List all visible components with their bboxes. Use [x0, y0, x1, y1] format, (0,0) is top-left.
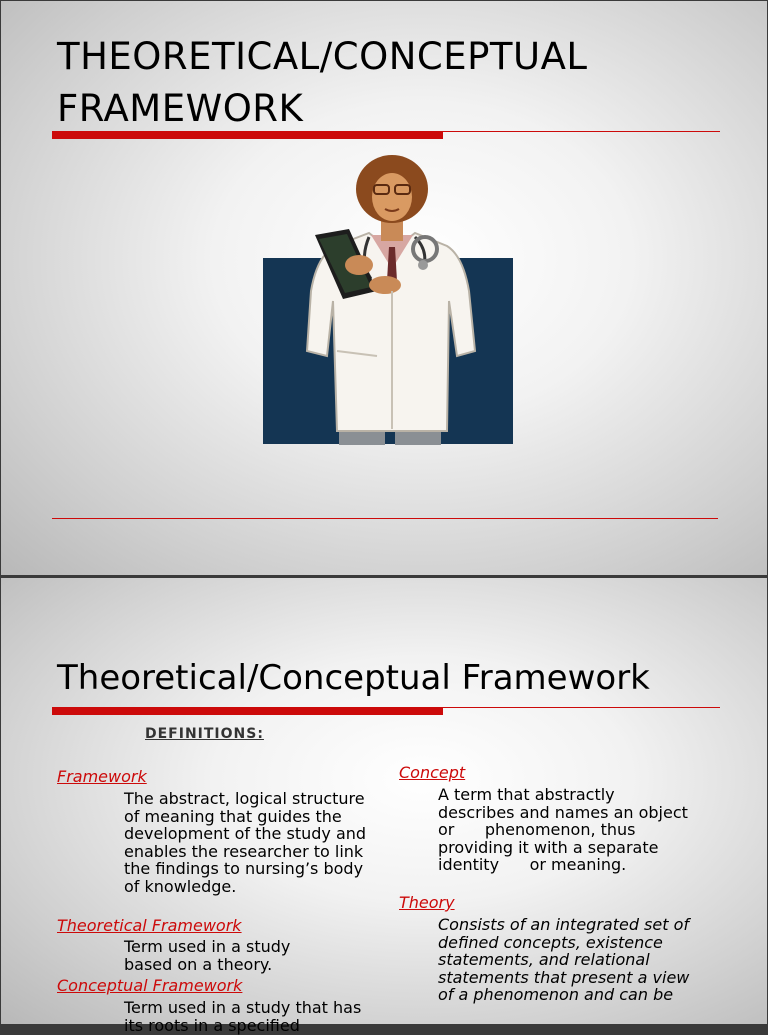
definition-theory: Consists of an integrated set of defined concepts, existence statements, and relational statements that present a view of a phenomenon and can be [438, 915, 690, 1004]
definition-theoretical-framework: Term used in a study based on a theory. [124, 937, 291, 974]
definitions-heading: DEFINITIONS: [145, 726, 264, 742]
doctor-clipart [297, 151, 487, 447]
term-framework: Framework [57, 767, 147, 786]
term-theoretical-framework: Theoretical Framework [57, 916, 242, 935]
title-underline-thick [52, 131, 443, 139]
slide-title: Theoretical/Conceptual Framework [57, 658, 650, 698]
term-concept: Concept [399, 763, 466, 782]
definition-framework: The abstract, logical structure of meaning that guides the development of the study and enables the researcher to link the findings to nursing’s body of knowledge. [124, 789, 367, 896]
title-slide [1, 1, 767, 575]
footer-rule [52, 518, 718, 519]
definition-conceptual-framework: Term used in a study that has its roots in a specified [124, 998, 362, 1035]
slide-title-line-2: FRAMEWORK [57, 87, 304, 130]
slide-title-line-1: THEORETICAL/CONCEPTUAL [57, 35, 588, 78]
definitions-slide [1, 578, 767, 1035]
definition-concept: A term that abstractly describes and names an object or phenomenon, thus providing it with a separate identity or meaning. [438, 785, 693, 874]
term-theory: Theory [399, 893, 455, 912]
term-conceptual-framework: Conceptual Framework [57, 976, 243, 995]
title-underline-thin [443, 707, 720, 708]
title-underline-thick [52, 707, 443, 715]
slide-title [57, 31, 588, 135]
title-underline-thin [443, 131, 720, 132]
